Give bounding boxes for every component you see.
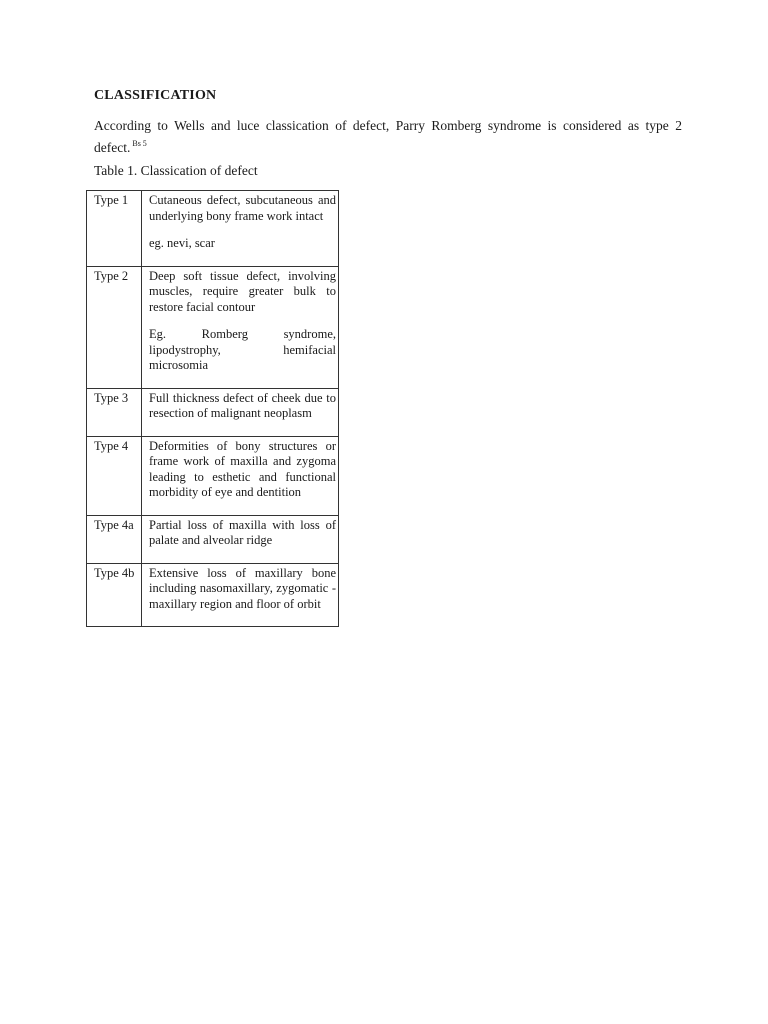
- type-cell: Type 2: [87, 266, 142, 388]
- intro-paragraph: [94, 117, 682, 157]
- type-cell: Type 4b: [87, 563, 142, 627]
- description-cell: [142, 191, 339, 267]
- type-cell: Type 4: [87, 436, 142, 515]
- example-text: eg. nevi, scar: [149, 236, 215, 250]
- table-caption: Table 1. Classication of defect: [94, 163, 258, 178]
- description-text: Deformities of bony structures or frame work of maxilla and zygoma leading to esthetic and functional morbidity of eye and dentition: [149, 438, 336, 499]
- type-cell: Type 4a: [87, 515, 142, 563]
- description-text: Extensive loss of maxillary bone including nasomaxillary, zygomatic - maxillary region and floor of orbit: [149, 565, 336, 611]
- description-text: Cutaneous defect, subcutaneous and underlying bony frame work intact: [149, 193, 336, 223]
- table-row: [87, 266, 339, 388]
- description-text: Deep soft tissue defect, involving muscles, require greater bulk to restore facial contour: [149, 268, 336, 314]
- table-row: [87, 388, 339, 436]
- type-cell: Type 1: [87, 191, 142, 267]
- table-row: [87, 515, 339, 563]
- description-cell: [142, 515, 339, 563]
- type-cell: Type 3: [87, 388, 142, 436]
- paragraph-text: According to Wells and luce classication of defect, Parry Romberg syndrome is considered as type 2 defect.: [94, 118, 682, 155]
- table-row: [87, 563, 339, 627]
- reference-superscript: Bs 5: [132, 139, 147, 148]
- table-row: [87, 191, 339, 267]
- description-text: Partial loss of maxilla with loss of palate and alveolar ridge: [149, 517, 336, 547]
- classification-table: [86, 190, 339, 627]
- description-cell: [142, 436, 339, 515]
- description-text: Full thickness defect of cheek due to resection of malignant neoplasm: [149, 390, 336, 420]
- description-cell: [142, 388, 339, 436]
- description-cell: [142, 563, 339, 627]
- table-row: [87, 436, 339, 515]
- example-text: Eg. Romberg syndrome, lipodystrophy, hemifacial microsomia: [149, 327, 336, 372]
- description-cell: [142, 266, 339, 388]
- section-heading: CLASSIFICATION: [94, 88, 217, 103]
